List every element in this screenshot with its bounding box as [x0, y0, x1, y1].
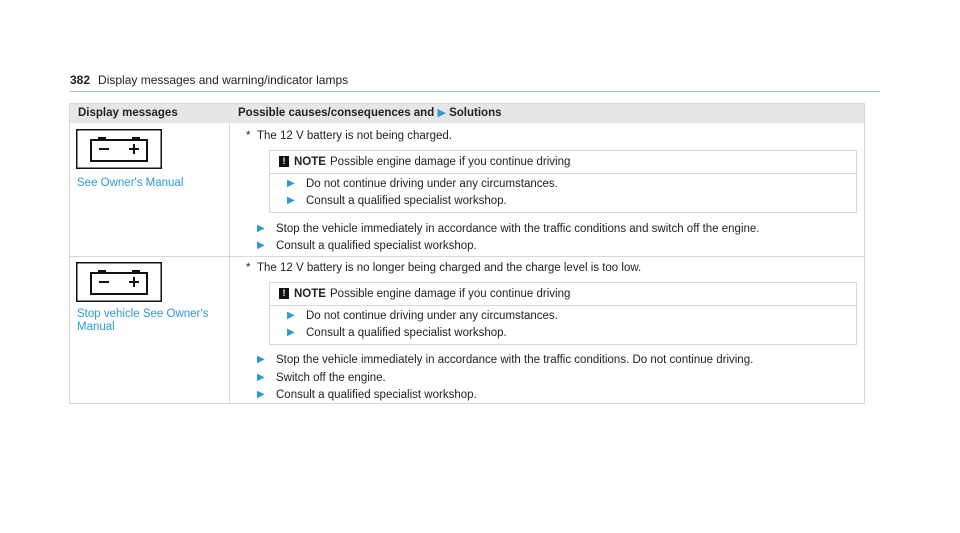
warning-icon: !	[279, 156, 289, 167]
page-title: Display messages and warning/indicator lamps	[98, 73, 349, 87]
arrow-icon: ▶	[437, 107, 446, 119]
arrow-icon: ▶	[287, 195, 295, 206]
note-label: NOTE	[294, 288, 326, 300]
step-text: Consult a qualified specialist workshop.	[276, 389, 477, 401]
arrow-icon: ▶	[257, 389, 265, 400]
column-divider	[229, 123, 230, 403]
warning-icon: !	[279, 288, 289, 299]
battery-icon	[76, 129, 162, 169]
arrow-icon: ▶	[257, 354, 265, 365]
arrow-icon: ▶	[287, 310, 295, 321]
note-label: NOTE	[294, 156, 326, 168]
note-step-text: Consult a qualified specialist workshop.	[306, 327, 507, 339]
column-header-messages: Display messages	[78, 107, 178, 119]
page-number: 382	[70, 73, 91, 87]
display-messages-table	[69, 103, 865, 404]
message-see-owners-manual: See Owner's Manual	[77, 177, 184, 189]
note-divider	[270, 173, 856, 174]
note-box	[269, 150, 857, 213]
battery-icon	[76, 262, 162, 302]
column-header-causes	[238, 104, 502, 123]
bullet-icon: *	[246, 262, 251, 274]
page-header	[70, 73, 880, 92]
step-text: Switch off the engine.	[276, 372, 386, 384]
column-header-solutions: Solutions	[449, 107, 502, 119]
row-divider	[70, 256, 864, 257]
message-stop-vehicle: Stop vehicle See Owner's Manual	[77, 308, 209, 333]
note-step-text: Do not continue driving under any circumstances.	[306, 178, 558, 190]
bullet-icon: *	[246, 130, 251, 142]
note-divider	[270, 305, 856, 306]
cause-text: The 12 V battery is no longer being charged and the charge level is too low.	[257, 262, 642, 274]
arrow-icon: ▶	[287, 178, 295, 189]
note-text: Possible engine damage if you continue driving	[330, 288, 571, 300]
arrow-icon: ▶	[287, 327, 295, 338]
note-box	[269, 282, 857, 345]
arrow-icon: ▶	[257, 223, 265, 234]
step-text: Stop the vehicle immediately in accordance with the traffic conditions. Do not continue driving.	[276, 354, 754, 366]
note-step-text: Do not continue driving under any circumstances.	[306, 310, 558, 322]
column-header-causes-text: Possible causes/consequences and	[238, 107, 435, 119]
table-header	[70, 104, 864, 123]
note-text: Possible engine damage if you continue driving	[330, 156, 571, 168]
step-text: Consult a qualified specialist workshop.	[276, 240, 477, 252]
note-step-text: Consult a qualified specialist workshop.	[306, 195, 507, 207]
arrow-icon: ▶	[257, 240, 265, 251]
cause-text: The 12 V battery is not being charged.	[257, 130, 452, 142]
arrow-icon: ▶	[257, 372, 265, 383]
step-text: Stop the vehicle immediately in accordance with the traffic conditions and switch off the engine.	[276, 223, 760, 235]
